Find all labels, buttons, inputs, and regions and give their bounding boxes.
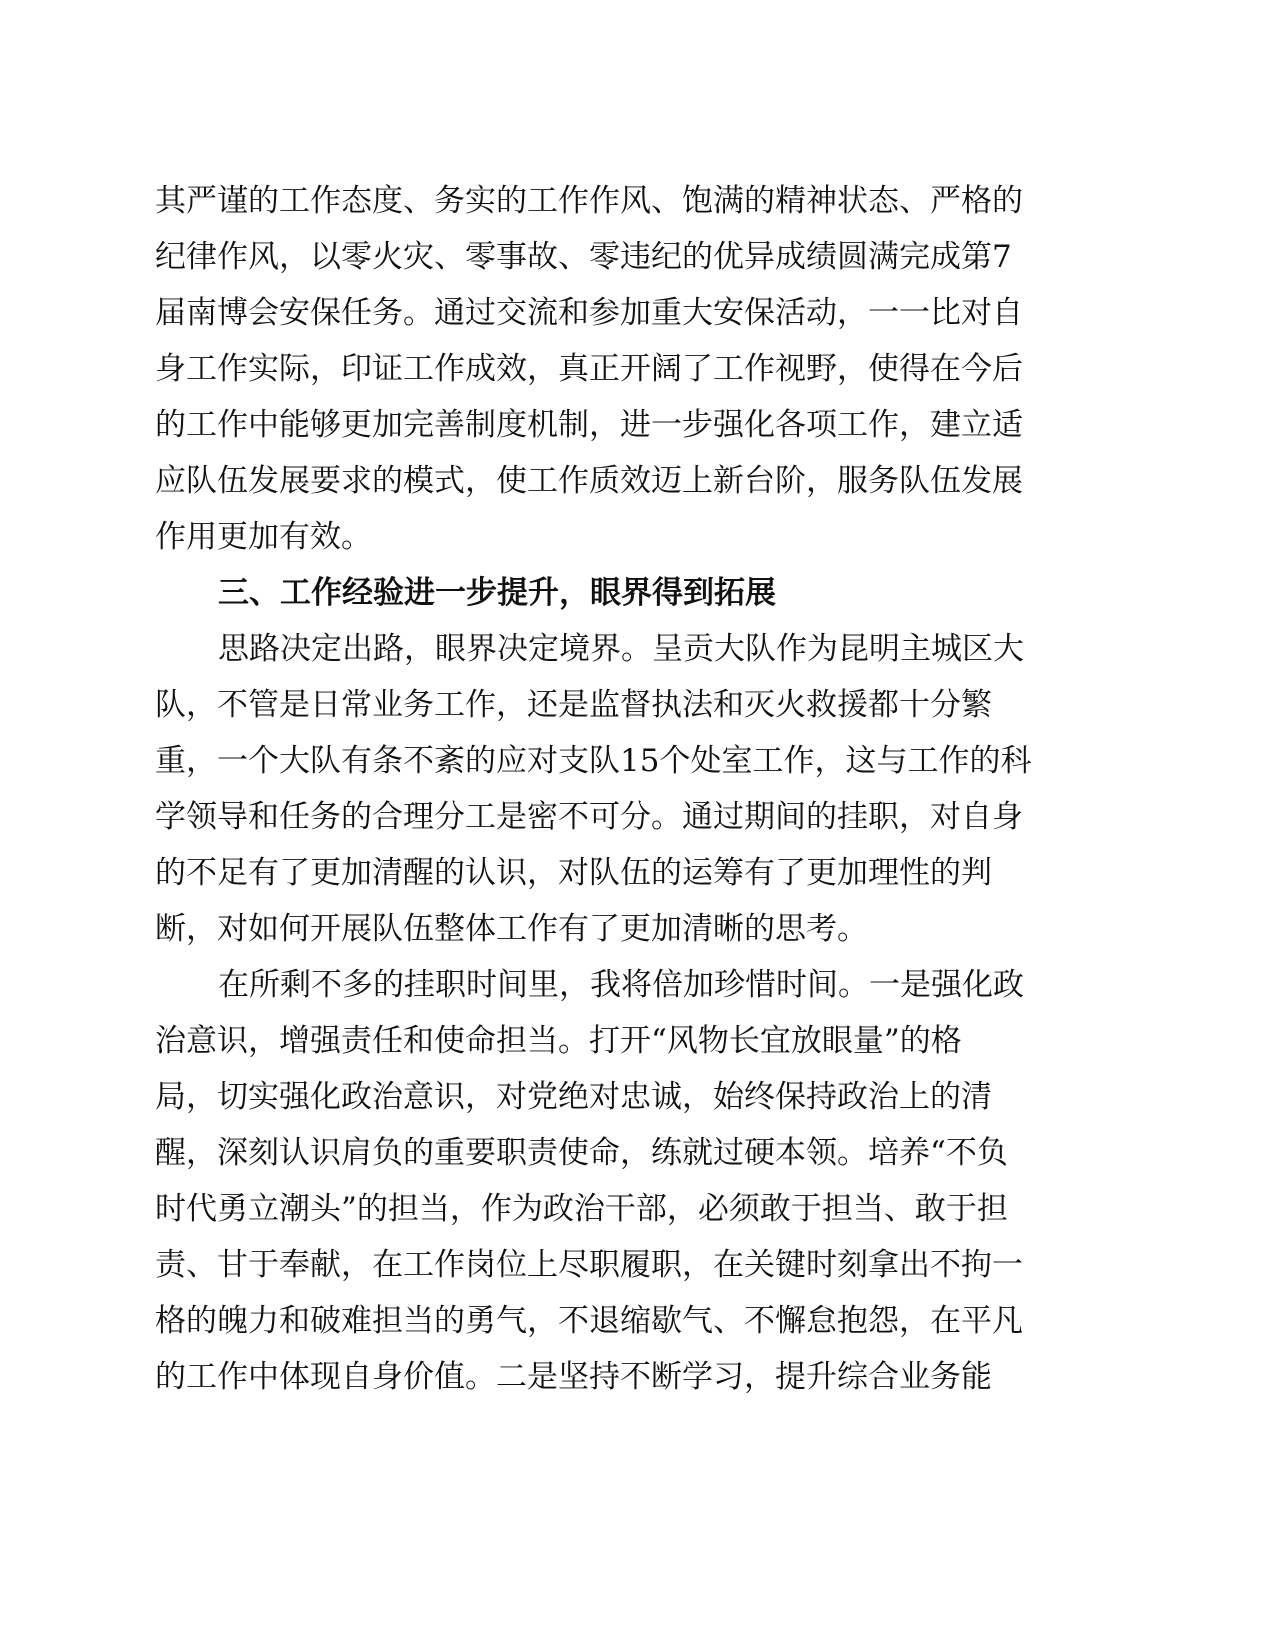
text-line: 应队伍发展要求的模式，使工作质效迈上新台阶，服务队伍发展 [155, 463, 1023, 499]
text-line: 时代勇立潮头”的担当，作为政治干部，必须敢于担当、敢于担 [155, 1191, 1008, 1227]
paragraph-start-line: 思路决定出路，眼界决定境界。呈贡大队作为昆明主城区大 [218, 631, 1024, 667]
text-line: 局，切实强化政治意识，对党绝对忠诚，始终保持政治上的清 [155, 1079, 992, 1115]
text-line: 治意识，增强责任和使命担当。打开“风物长宜放眼量”的格 [155, 1023, 962, 1059]
paragraph-start-line: 在所剩不多的挂职时间里，我将倍加珍惜时间。一是强化政 [218, 967, 1024, 1003]
text-line: 作用更加有效。 [155, 519, 372, 555]
text-line: 责、甘于奉献，在工作岗位上尽职履职，在关键时刻拿出不拘一 [155, 1247, 1023, 1283]
text-line: 醒，深刻认识肩负的重要职责使命，练就过硬本领。培养“不负 [155, 1135, 1008, 1171]
text-line: 的工作中体现自身价值。二是坚持不断学习，提升综合业务能 [155, 1359, 992, 1395]
text-line: 纪律作风，以零火灾、零事故、零违纪的优异成绩圆满完成第7 [155, 239, 1012, 275]
text-line: 格的魄力和破难担当的勇气，不退缩歇气、不懈怠抱怨，在平凡 [155, 1303, 1023, 1339]
text-line: 身工作实际，印证工作成效，真正开阔了工作视野，使得在今后 [155, 351, 1023, 387]
text-line: 的不足有了更加清醒的认识，对队伍的运筹有了更加理性的判 [155, 855, 992, 891]
text-line: 断，对如何开展队伍整体工作有了更加清晰的思考。 [155, 911, 868, 947]
text-line: 其严谨的工作态度、务实的工作作风、饱满的精神状态、严格的 [155, 183, 1023, 219]
text-line: 队，不管是日常业务工作，还是监督执法和灭火救援都十分繁 [155, 687, 992, 723]
text-line: 学领导和任务的合理分工是密不可分。通过期间的挂职，对自身 [155, 799, 1023, 835]
text-line: 的工作中能够更加完善制度机制，进一步强化各项工作，建立适 [155, 407, 1023, 443]
section-heading: 三、工作经验进一步提升，眼界得到拓展 [218, 575, 776, 611]
text-line: 重，一个大队有条不紊的应对支队15个处室工作，这与工作的科 [155, 743, 1032, 779]
text-line: 届南博会安保任务。通过交流和参加重大安保活动，一一比对自 [155, 295, 1023, 331]
